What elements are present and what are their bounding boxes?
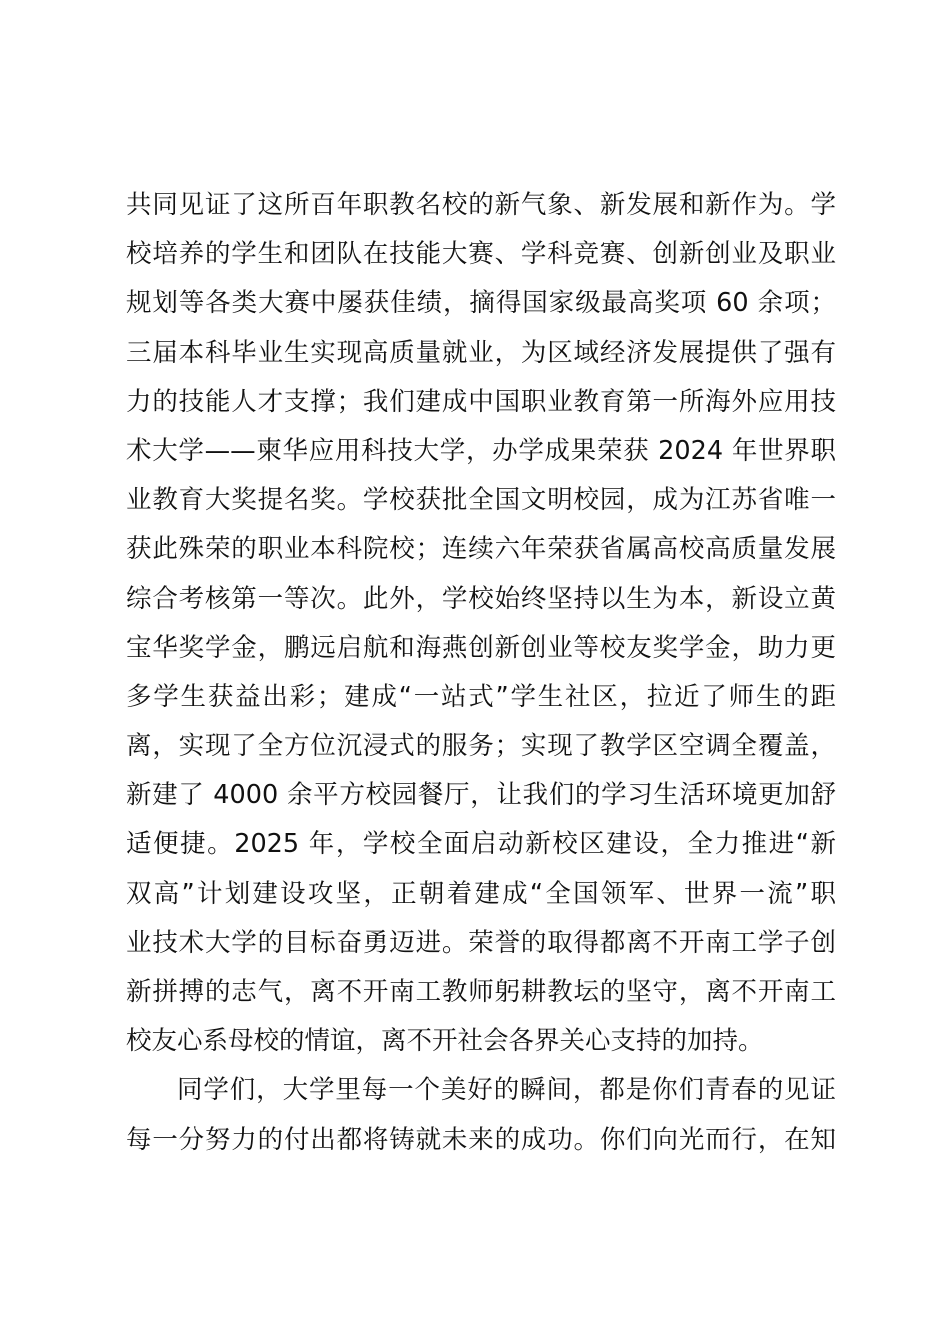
text-line: 校培养的学生和团队在技能大赛、学科竞赛、创新创业及职业: [126, 239, 836, 270]
text-line: 业技术大学的目标奋勇迈进。荣誉的取得都离不开南工学子创: [126, 927, 836, 958]
body-text: [126, 181, 836, 1165]
text-line: 综合考核第一等次。此外，学校始终坚持以生为本，新设立黄: [126, 583, 836, 614]
text-line: 适便捷。2025 年，学校全面启动新校区建设，全力推进“新: [126, 829, 836, 860]
text-line: 新建了 4000 余平方校园餐厅，让我们的学习生活环境更加舒: [126, 780, 836, 811]
text-line: 获此殊荣的职业本科院校；连续六年荣获省属高校高质量发展: [126, 534, 836, 565]
text-line: 每一分努力的付出都将铸就未来的成功。你们向光而行，在知: [126, 1124, 836, 1155]
text-line: 新拼搏的志气，离不开南工教师躬耕教坛的坚守，离不开南工: [126, 977, 836, 1007]
text-line: 双高”计划建设攻坚，正朝着建成“全国领军、世界一流”职: [126, 878, 836, 909]
text-line: 宝华奖学金，鹏远启航和海燕创新创业等校友奖学金，助力更: [126, 632, 836, 663]
text-line: 力的技能人才支撑；我们建成中国职业教育第一所海外应用技: [126, 386, 836, 417]
text-line: 业教育大奖提名奖。学校获批全国文明校园，成为江苏省唯一: [126, 485, 836, 516]
text-line: 多学生获益出彩；建成“一站式”学生社区，拉近了师生的距: [126, 681, 836, 712]
paragraph-end-line: 校友心系母校的情谊，离不开社会各界关心支持的加持。: [126, 1026, 764, 1057]
paragraph-start-line: 同学们，大学里每一个美好的瞬间，都是你们青春的见证: [177, 1075, 836, 1106]
text-line: 三届本科毕业生实现高质量就业，为区域经济发展提供了强有: [126, 337, 836, 368]
text-line: 离，实现了全方位沉浸式的服务；实现了教学区空调全覆盖，: [126, 731, 836, 762]
text-line: 规划等各类大赛中屡获佳绩，摘得国家级最高奖项 60 余项；: [126, 288, 836, 319]
text-line: 共同见证了这所百年职教名校的新气象、新发展和新作为。学: [126, 190, 836, 220]
text-line: 术大学——柬华应用科技大学，办学成果荣获 2024 年世界职: [126, 435, 836, 466]
